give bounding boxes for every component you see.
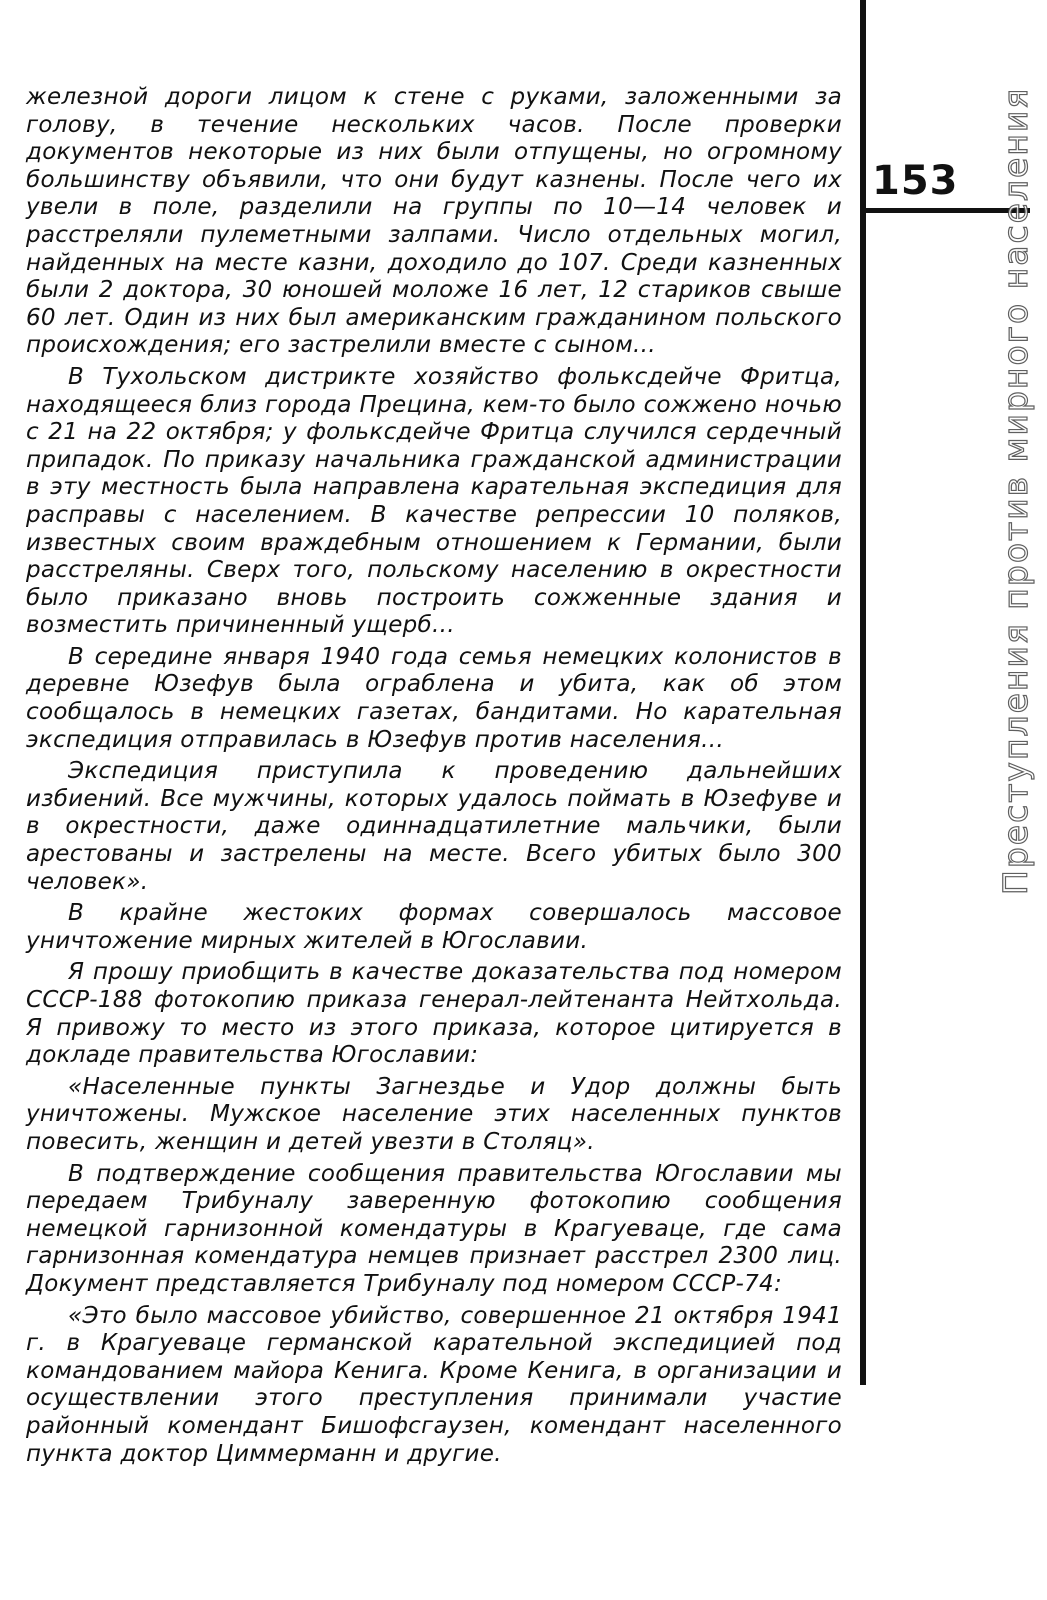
page-number: 153	[872, 158, 959, 204]
paragraph: «Населенные пункты Загнездье и Удор должны быть уничтожены. Мужское население этих населенных пунктов повесить, женщин и детей увезти в Столяц».	[26, 1073, 842, 1155]
body-text	[26, 84, 842, 1468]
running-head: Преступления против мирного населения	[996, 86, 1035, 895]
paragraph-continuation: железной дороги лицом к стене с руками, заложенными за голову, в течение нескольких часов. После проверки документов некоторые из них были отпущены, но огромному большинству объявили, что они будут казнены. После чего их увели в поле, разделили на группы по 10—14 человек и расстреляли пулеметными залпами. Число отдельных могил, найденных на месте казни, доходило до 107. Среди казненных были 2 доктора, 30 юношей моложе 16 лет, 12 стариков свыше 60 лет. Один из них был американским гражданином польского происхождения; его застрелили вместе с сыном...	[26, 84, 842, 359]
paragraph: «Это было массовое убийство, совершенное 21 октября 1941 г. в Крагуеваце германской карательной экспедицией под командованием майора Кенига. Кроме Кенига, в организации и осуществлении этого преступления принимали участие районный комендант Бишофсгаузен, комендант населенного пункта доктор Циммерманн и другие.	[26, 1302, 842, 1467]
paragraph: В Тухольском дистрикте хозяйство фольксдейче Фритца, находящееся близ города Прецина, кем-то было сожжено ночью с 21 на 22 октября; у фольксдейче Фритца случился сердечный припадок. По приказу начальника гражданской администрации в эту местность была направлена карательная экспедиция для расправы с населением. В качестве репрессии 10 поляков, известных своим враждебным отношением к Германии, были расстреляны. Сверх того, польскому населению в окрестности было приказано вновь построить сожженные здания и возместить причиненный ущерб...	[26, 363, 842, 639]
paragraph: Экспедиция приступила к проведению дальнейших избиений. Все мужчины, которых удалось поймать в Юзефуве и в окрестности, даже одиннадцатилетние мальчики, были арестованы и застрелены на месте. Всего убитых было 300 человек».	[26, 758, 842, 895]
paragraph: В крайне жестоких формах совершалось массовое уничтожение мирных жителей в Югославии.	[26, 900, 842, 954]
paragraph: В середине января 1940 года семья немецких колонистов в деревне Юзефув была ограблена и убита, как об этом сообщалось в немецких газетах, бандитами. Но карательная экспедиция отправилась в Юзефув против населения...	[26, 643, 842, 753]
paragraph: Я прошу приобщить в качестве доказательства под номером СССР-188 фотокопию приказа генерал-лейтенанта Нейтхольда. Я привожу то место из этого приказа, которое цитируется в докладе правительства Югославии:	[26, 959, 842, 1069]
paragraph: В подтверждение сообщения правительства Югославии мы передаем Трибуналу заверенную фотокопию сообщения немецкой гарнизонной комендатуры в Крагуеваце, где сама гарнизонная комендатура немцев признает расстрел 2300 лиц. Документ представляется Трибуналу под номером СССР-74:	[26, 1160, 842, 1297]
